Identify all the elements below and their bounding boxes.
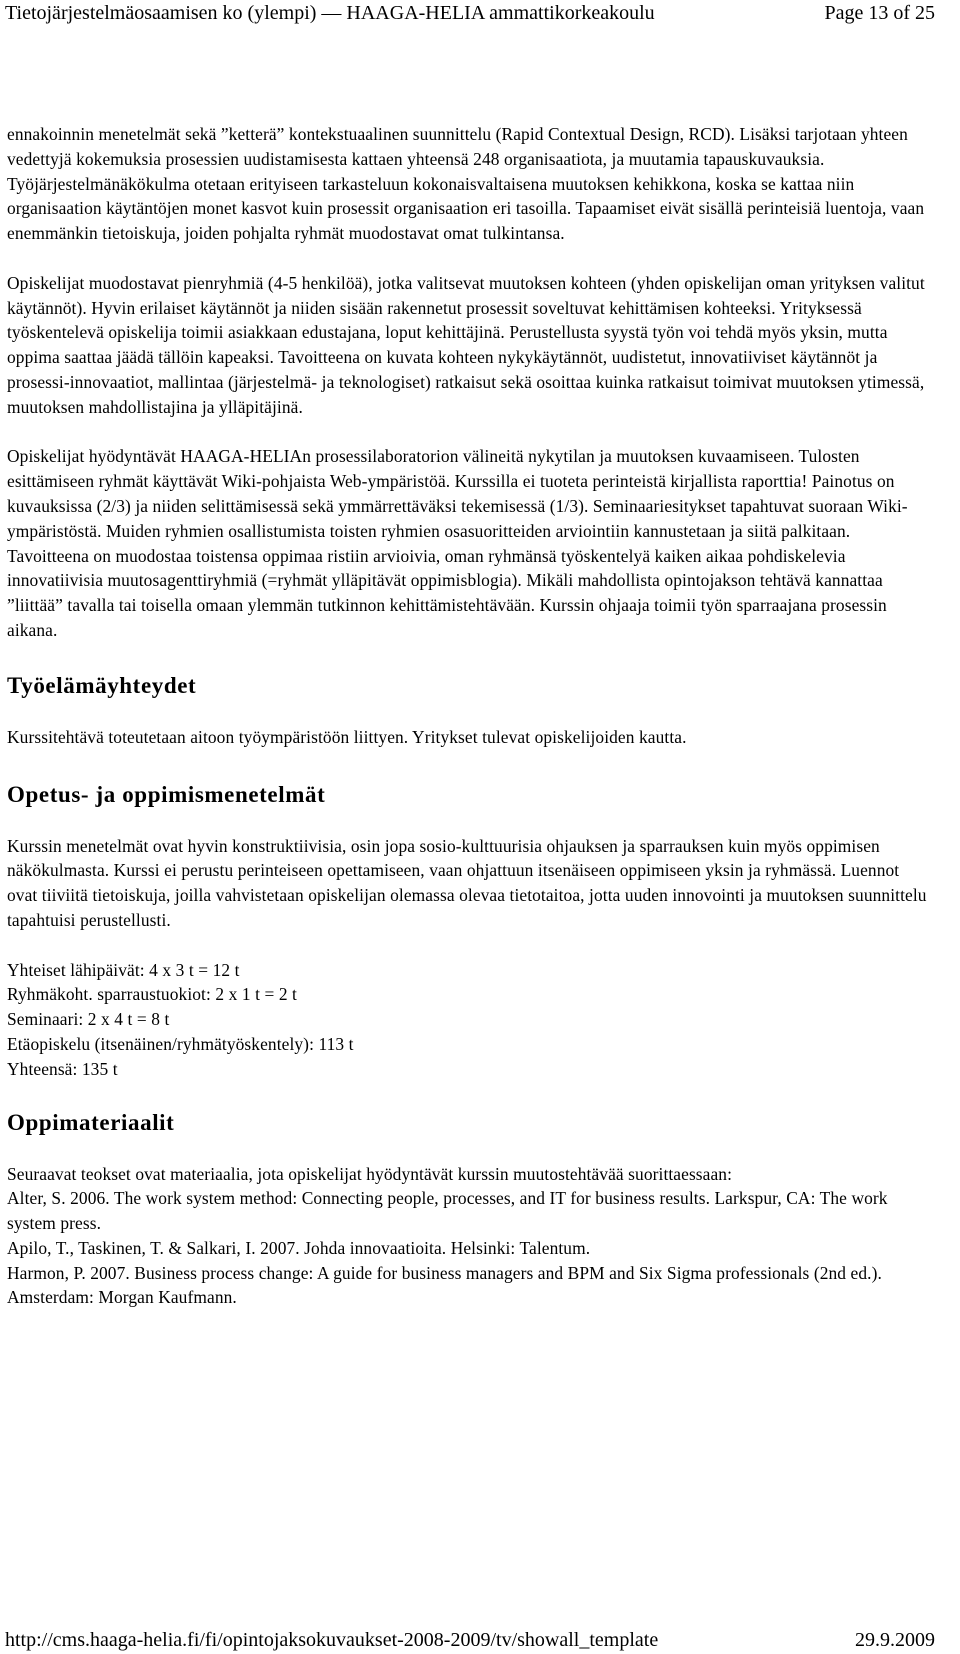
workload-list <box>7 958 927 1082</box>
page-header <box>5 0 935 28</box>
reference-list <box>7 1186 927 1310</box>
paragraph-groups: Opiskelijat muodostavat pienryhmiä (4-5 henkilöä), jotka valitsevat muutoksen kohteen (yhden opiskelijan oman yrityksen valitut käytännöt). Hyvin erilaiset käytännöt ja niiden sisään rakennetut prosessit soveltuvat kehittämisen kohteeksi. Yrityksessä työskentelevä opiskelija toimii asiakkaan edustajana, loput kehittäjinä. Perustellusta syystä työn voi tehdä myös yksin, mutta oppima saattaa jäädä tällöin kapeaksi. Tavoitteena on kuvata kohteen nykykäytännöt, uudistetut, innovatiiviset käytännöt ja prosessi-innovaatiot, mallintaa (järjestelmä- ja teknologiset) ratkaisut sekä osoittaa kuinka ratkaisut toimivat muutoksen ytimessä, muutoksen mahdollistajina ja ylläpitäjinä. <box>7 272 925 417</box>
document-title: Tietojärjestelmäosaamisen ko (ylempi) — HAAGA-HELIA ammattikorkeakoulu <box>5 2 655 24</box>
reference-item: Harmon, P. 2007. Business process change: A guide for business managers and BPM and Six Sigma professionals (2nd ed.). Amsterdam: Morgan Kaufmann. <box>7 1262 882 1308</box>
footer-url: http://cms.haaga-helia.fi/fi/opintojaksokuvaukset-2008-2009/tv/showall_template <box>5 1629 659 1651</box>
paragraph-teaching-methods: Kurssin menetelmät ovat hyvin konstruktiivisia, osin jopa sosio-kulttuurisia ohjauksen ja sparrauksen kuin myös oppimisen näkökulmasta. Kurssi ei perustu perinteiseen opettamiseen, vaan ohjattuun itsenäiseen oppimiseen yksin ja ryhmässä. Luennot ovat tiiviitä tietoiskuja, joilla vahvistetaan opiskelijan olemassa olevaa tietotaitoa, jotta uuden innovointi ja muutoksen suunnittelu tapahtuisi perustellusti. <box>7 835 927 930</box>
reference-item: Apilo, T., Taskinen, T. & Salkari, I. 2007. Johda innovaatioita. Helsinki: Talentum. <box>7 1237 591 1258</box>
paragraph-intro: ennakoinnin menetelmät sekä ”ketterä” kontekstuaalinen suunnittelu (Rapid Contextual Design, RCD). Lisäksi tarjotaan yhteen vedettyjä kokemuksia prosessien uudistamisesta kattaen yhteensä 248 organisaatiota, ja muutamia tapauskuvauksia. Työjärjestelmänäkökulma otetaan erityiseen tarkasteluun kokonaisvaltaisena muutoksen kehikkona, koska se kattaa niin organisaation käytäntöjen monet kasvot kuin prosessit organisaation eri tasoilla. Tapaamiset eivät sisällä perinteisiä luentoja, vaan enemmänkin tietoiskuja, joiden pohjalta ryhmät muodostavat omat tulkintansa. <box>7 124 925 244</box>
document-body <box>7 122 927 1310</box>
workload-item: Yhteiset lähipäivät: 4 x 3 t = 12 t <box>7 959 240 980</box>
paragraph-tools: Opiskelijat hyödyntävät HAAGA-HELIAn prosessilaboratorion välineitä nykytilan ja muutoksen kuvaamiseen. Tulosten esittämiseen ryhmät käyttävät Wiki-pohjaista Web-ympäristöä. Kurssilla ei tuoteta perinteistä kirjallista raporttia! Painotus on kuvauksissa (2/3) ja niiden selittämisessä sekä ymmärrettäväksi tekemisessä (1/3). Seminaariesitykset tapahtuvat suoraan Wiki-ympäristöstä. Muiden ryhmien osallistumista toisten ryhmien osasuoritteiden arviointiin kannustetaan ja siitä palkitaan. Tavoitteena on muodostaa toistensa oppimaa ristiin arvioivia, oman ryhmänsä työskentelyä kaiken aikaa pohdiskelevia innovatiivisia muutosagenttiryhmiä (=ryhmät ylläpitävät oppimisblogia). Mikäli mahdollista opintojakson tehtävä kannattaa ”liittää” tavalla tai toisella omaan ylemmän tutkinnon kehittämistehtävään. Kurssin ohjaaja toimii työn sparraajana prosessin aikana. <box>7 446 908 640</box>
reference-item: Alter, S. 2006. The work system method: Connecting people, processes, and IT for business results. Larkspur, CA: The work system press. <box>7 1188 888 1234</box>
page-footer <box>5 1627 935 1653</box>
heading-teaching-methods: Opetus- ja oppimismenetelmät <box>7 781 326 807</box>
workload-item: Seminaari: 2 x 4 t = 8 t <box>7 1009 170 1030</box>
workload-item: Ryhmäkoht. sparraustuokiot: 2 x 1 t = 2 t <box>7 984 297 1005</box>
heading-learning-materials: Oppimateriaalit <box>7 1109 175 1135</box>
footer-date: 29.9.2009 <box>855 1629 935 1651</box>
heading-work-connections: Työelämäyhteydet <box>7 672 197 698</box>
workload-item: Etäopiskelu (itsenäinen/ryhmätyöskentely): 113 t <box>7 1033 354 1054</box>
workload-total: Yhteensä: 135 t <box>7 1058 118 1079</box>
paragraph-materials-intro: Seuraavat teokset ovat materiaalia, jota opiskelijat hyödyntävät kurssin muutostehtävää suorittaessaan: <box>7 1163 733 1184</box>
paragraph-work-connections: Kurssitehtävä toteutetaan aitoon työympäristöön liittyen. Yritykset tulevat opiskelijoiden kautta. <box>7 726 687 747</box>
page-number: Page 13 of 25 <box>824 2 935 24</box>
